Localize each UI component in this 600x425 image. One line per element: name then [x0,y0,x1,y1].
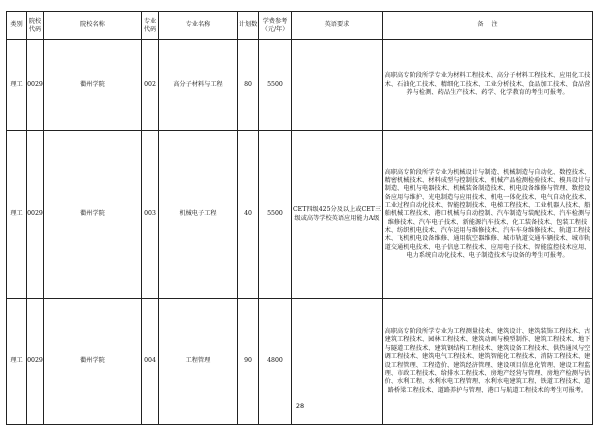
header-category: 类别 [7,12,27,40]
cell-school-name: 衢州学院 [44,131,142,299]
enrollment-table [6,11,593,425]
cell-major-code: 003 [142,131,159,299]
cell-tuition: 5500 [259,131,292,299]
notes-text: 高职高专阶段所学专业为材料工程技术、高分子材料工程技术、应用化工技术、石油化工技术、精细化工技术、工业分析技术、食品加工技术、食品营养与检测、药品生产技术、药学、化学教育的考生可报考。 [384,72,591,97]
header-plan-count: 计划数 [238,12,259,40]
header-row [7,12,593,40]
header-notes: 备 注 [383,12,593,40]
cell-school-code: 0029 [27,299,44,425]
cell-category: 理工 [7,131,27,299]
cell-school-name: 衢州学院 [44,40,142,131]
page-number: 28 [295,402,305,410]
cell-school-name: 衢州学院 [44,299,142,425]
table-row [7,131,593,299]
table-row [7,40,593,131]
cell-major-name: 机械电子工程 [159,131,238,299]
cell-category: 理工 [7,40,27,131]
header-major-code: 专业代码 [142,12,159,40]
cell-school-code: 0029 [27,40,44,131]
cell-major-code: 002 [142,40,159,131]
cell-tuition: 4800 [259,299,292,425]
notes-text: 高职高专阶段所学专业为机械设计与制造、机械制造与自动化、数控技术、精密机械技术、材料成型与控制技术、机械产品检测检验技术、模具设计与制造、电机与电器技术、机械装备制造技术、机电设备维修与管理、数控设备应用与维护、光电制造与应用技术、机电一体化技术、电气自动化技术、工业过程自动化技术、智能控制技术、电梯工程技术、工业机器人技术、船舶机械工程技术、港口机械与自动控制、汽车制造与装配技术、汽车检测与维修技术、汽车电子技术、新能源汽车技术、化工装备技术、包装工程技术、纺织机电技术、汽车运用与维修技术、汽车车身维修技术、轨道工程技术、飞机机电设备维修、通用航空器维修、城市轨道交通车辆技术、城市轨道交通机电技术、电子信息工程技术、应用电子技术、智能监控技术应用、电力系统自动化技术、电子制造技术与设备的考生可报考。 [384,168,591,260]
cell-plan-count: 40 [238,131,259,299]
cell-school-code: 0029 [27,131,44,299]
cell-plan-count: 80 [238,40,259,131]
header-school-name: 院校名称 [44,12,142,40]
header-major-name: 专业名称 [159,12,238,40]
header-school-code: 院校代码 [27,12,44,40]
cell-major-name: 工程管理 [159,299,238,425]
cell-tuition: 5500 [259,40,292,131]
header-english-req: 英语要求 [292,12,383,40]
cell-major-name: 高分子材料与工程 [159,40,238,131]
header-tuition: 学费参考（元/年） [259,12,292,40]
cell-major-code: 004 [142,299,159,425]
cell-category: 理工 [7,299,27,425]
cell-plan-count: 90 [238,299,259,425]
notes-text: 高职高专阶段所学专业为工程测量技术、建筑设计、建筑装饰工程技术、古建筑工程技术、园林工程技术、建筑动画与模型制作、建筑工程技术、地下与隧道工程技术、建筑钢结构工程技术、建筑设备工程技术、供热通风与空调工程技术、建筑电气工程技术、建筑智能化工程技术、消防工程技术、建设工程管理、工程造价、建筑经济管理、建设项目信息化管理、建设工程监理、市政工程技术、给排水工程技术、房地产经营与管理、房地产检测与估价、水利工程、水利水电工程管理、水利水电建筑工程、铁道工程技术、道路桥梁工程技术、道路养护与管理、港口与航道工程技术的考生可报考。 [384,328,591,394]
cell-english-req: CET四级425分及以上或CET三级或高等学校英语应用能力A级 [292,131,383,299]
cell-notes [383,131,593,299]
cell-english-req [292,40,383,131]
cell-notes [383,40,593,131]
